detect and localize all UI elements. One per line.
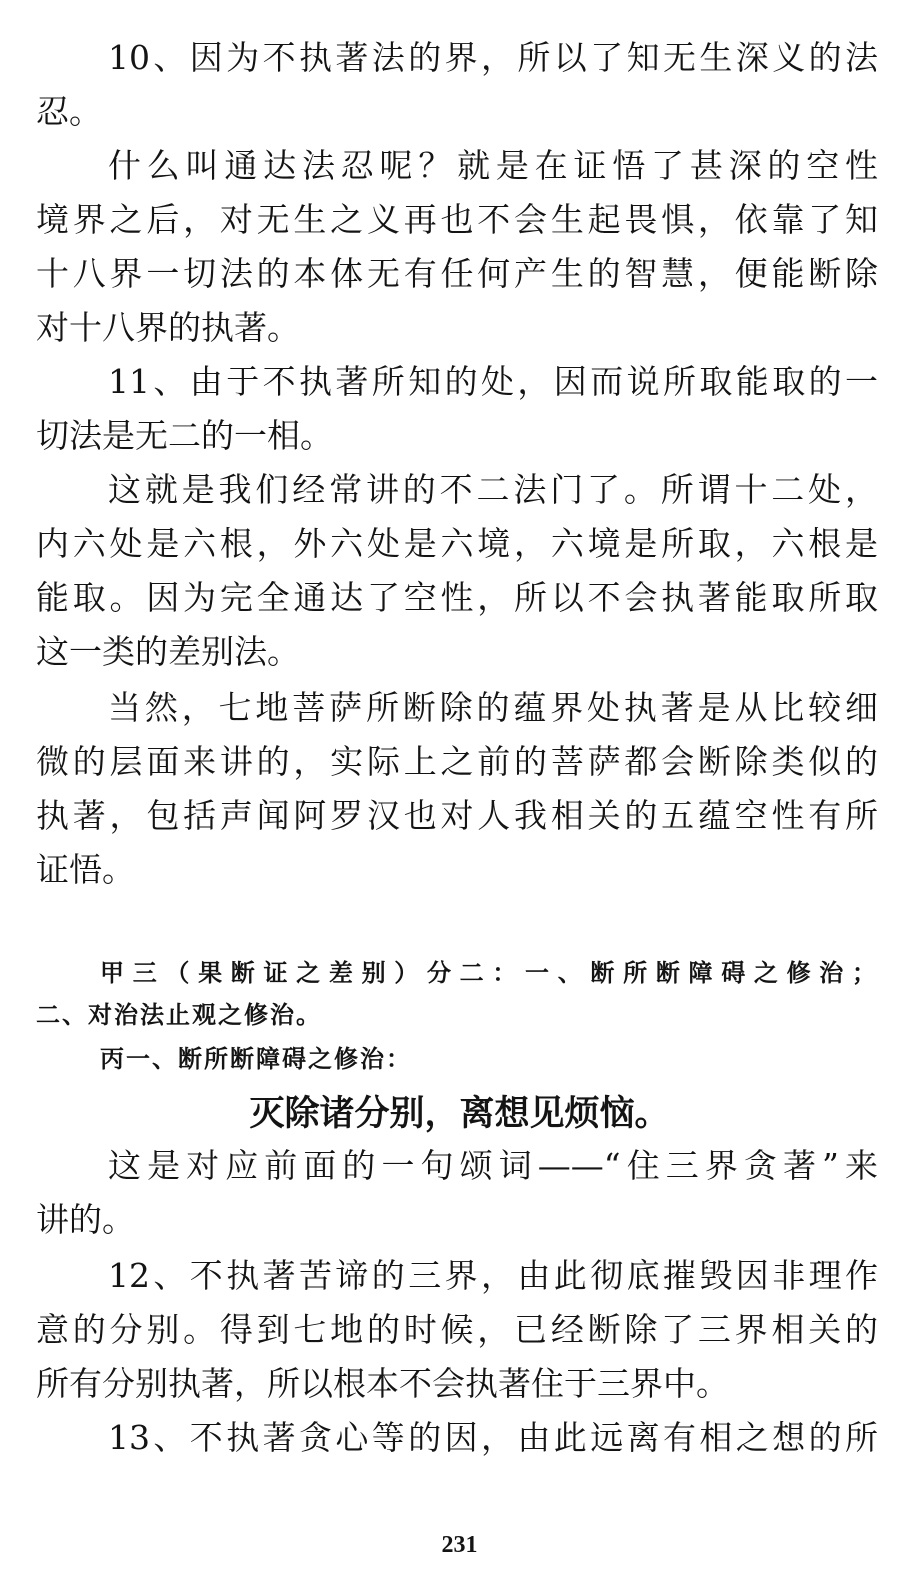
paragraph-line: 意的分别。得到七地的时候，已经断除了三界相关的 (36, 1310, 878, 1349)
page-number: 231 (441, 1532, 478, 1558)
outline-heading: 甲三（果断证之差别）分二：一、断所断障碍之修治； (100, 959, 878, 987)
paragraph-line: 境界之后，对无生之义再也不会生起畏惧，依靠了知 (36, 200, 878, 239)
paragraph-line: 这一类的差别法。 (36, 632, 300, 671)
outline-heading-continued: 二、对治法止观之修治。 (36, 1001, 322, 1029)
paragraph-line: 微的层面来讲的，实际上之前的菩萨都会断除类似的 (36, 742, 878, 781)
paragraph-line: 讲的。 (36, 1200, 135, 1239)
paragraph-line: 所有分别执著，所以根本不会执著住于三界中。 (36, 1364, 729, 1403)
paragraph-line: 忍。 (36, 92, 102, 131)
paragraph-line: 13、不执著贪心等的因，由此远离有相之想的所 (108, 1418, 878, 1457)
paragraph-line: 切法是无二的一相。 (36, 416, 333, 455)
paragraph-line: 这就是我们经常讲的不二法门了。所谓十二处， (108, 470, 878, 509)
paragraph-line: 十八界一切法的本体无有任何产生的智慧，便能断除 (36, 254, 878, 293)
paragraph-line: 证悟。 (36, 850, 135, 889)
paragraph-line: 执著，包括声闻阿罗汉也对人我相关的五蕴空性有所 (36, 796, 878, 835)
paragraph-line: 当然，七地菩萨所断除的蕴界处执著是从比较细 (108, 688, 878, 727)
outline-subheading: 丙一、断所断障碍之修治： (100, 1045, 412, 1073)
paragraph-line: 11、由于不执著所知的处，因而说所取能取的一 (108, 362, 878, 401)
paragraph-line: 能取。因为完全通达了空性，所以不会执著能取所取 (36, 578, 878, 617)
paragraph-line: 内六处是六根，外六处是六境，六境是所取，六根是 (36, 524, 878, 563)
verse-text: 灭除诸分别，离想见烦恼。 (249, 1094, 670, 1134)
paragraph-line: 对十八界的执著。 (36, 308, 300, 347)
paragraph-line: 这是对应前面的一句颂词——“住三界贪著”来 (108, 1146, 878, 1185)
paragraph-line: 10、因为不执著法的界，所以了知无生深义的法 (108, 38, 878, 77)
paragraph-line: 12、不执著苦谛的三界，由此彻底摧毁因非理作 (108, 1256, 878, 1295)
paragraph-line: 什么叫通达法忍呢？就是在证悟了甚深的空性 (108, 146, 878, 185)
